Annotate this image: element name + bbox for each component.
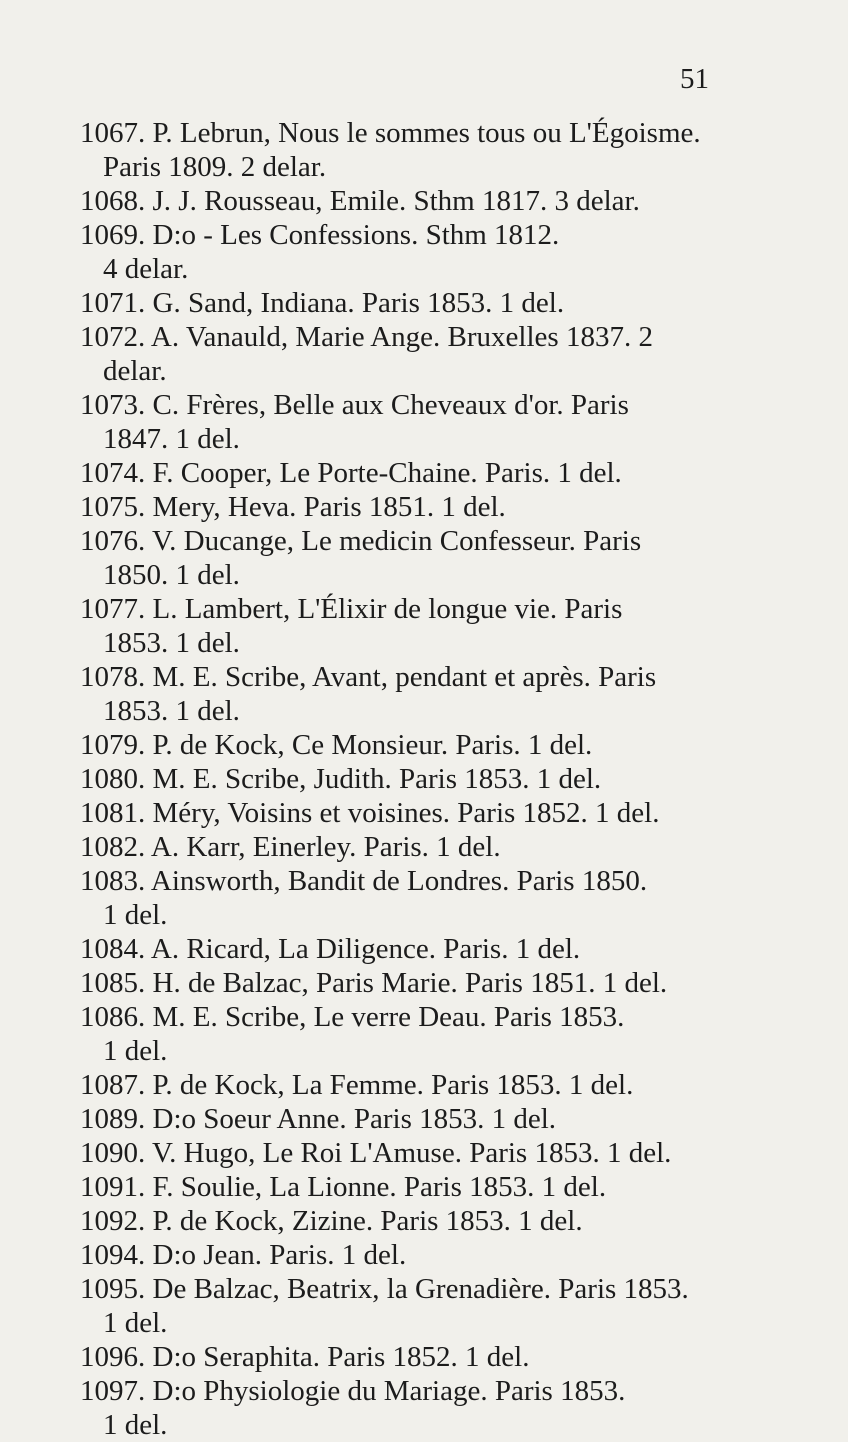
catalog-entry bbox=[80, 116, 750, 184]
entry-line: 1082. A. Karr, Einerley. Paris. 1 del. bbox=[80, 831, 501, 863]
entry-line: 1094. D:o Jean. Paris. 1 del. bbox=[80, 1239, 407, 1271]
entry-continuation: 1 del. bbox=[103, 1035, 168, 1067]
catalog-entry bbox=[80, 1068, 750, 1102]
catalog-entry bbox=[80, 524, 750, 592]
entry-line: 1075. Mery, Heva. Paris 1851. 1 del. bbox=[80, 491, 506, 523]
entry-line: 1073. C. Frères, Belle aux Cheveaux d'or. Paris bbox=[80, 389, 629, 421]
catalog-entry bbox=[80, 830, 750, 864]
entry-continuation: 1 del. bbox=[103, 1307, 168, 1339]
entry-continuation: 1853. 1 del. bbox=[103, 695, 240, 727]
entry-line: 1084. A. Ricard, La Diligence. Paris. 1 del. bbox=[80, 933, 581, 965]
catalog-entry bbox=[80, 728, 750, 762]
entry-line: 1095. De Balzac, Beatrix, la Grenadière. Paris 1853. bbox=[80, 1273, 689, 1305]
entry-line: 1081. Méry, Voisins et voisines. Paris 1852. 1 del. bbox=[80, 797, 660, 829]
entry-continuation: 1 del. bbox=[103, 899, 168, 931]
catalog-entry bbox=[80, 1000, 750, 1068]
entry-line: 1071. G. Sand, Indiana. Paris 1853. 1 del. bbox=[80, 287, 565, 319]
catalog-entry bbox=[80, 1272, 750, 1340]
catalog-entry bbox=[80, 1136, 750, 1170]
entry-line: 1068. J. J. Rousseau, Emile. Sthm 1817. 3 delar. bbox=[80, 185, 640, 217]
catalog-entry bbox=[80, 1102, 750, 1136]
entry-line: 1096. D:o Seraphita. Paris 1852. 1 del. bbox=[80, 1341, 530, 1373]
entry-line: 1072. A. Vanauld, Marie Ange. Bruxelles 1837. 2 bbox=[80, 321, 653, 353]
page-number: 51 bbox=[680, 63, 709, 95]
entry-line: 1083. Ainsworth, Bandit de Londres. Paris 1850. bbox=[80, 865, 648, 897]
entry-line: 1067. P. Lebrun, Nous le sommes tous ou L'Égoisme. bbox=[80, 117, 701, 149]
entry-continuation: 1847. 1 del. bbox=[103, 423, 240, 455]
catalog-entry bbox=[80, 184, 750, 218]
catalog-entry bbox=[80, 490, 750, 524]
entry-continuation: 4 delar. bbox=[103, 253, 189, 285]
entry-line: 1086. M. E. Scribe, Le verre Deau. Paris 1853. bbox=[80, 1001, 625, 1033]
catalog-entry bbox=[80, 932, 750, 966]
catalog-entry bbox=[80, 286, 750, 320]
entry-line: 1077. L. Lambert, L'Élixir de longue vie. Paris bbox=[80, 593, 623, 625]
catalog-entry bbox=[80, 1204, 750, 1238]
catalog-entry bbox=[80, 1238, 750, 1272]
entry-line: 1076. V. Ducange, Le medicin Confesseur. Paris bbox=[80, 525, 642, 557]
catalog-entry bbox=[80, 592, 750, 660]
catalog-entry bbox=[80, 796, 750, 830]
catalog-entry bbox=[80, 1170, 750, 1204]
entry-line: 1069. D:o - Les Confessions. Sthm 1812. bbox=[80, 219, 560, 251]
catalog-entry bbox=[80, 864, 750, 932]
entry-continuation: delar. bbox=[103, 355, 167, 387]
entry-continuation: Paris 1809. 2 delar. bbox=[103, 151, 327, 183]
entry-line: 1078. M. E. Scribe, Avant, pendant et après. Paris bbox=[80, 661, 657, 693]
catalog-entries bbox=[80, 116, 750, 1442]
entry-line: 1079. P. de Kock, Ce Monsieur. Paris. 1 del. bbox=[80, 729, 593, 761]
entry-line: 1089. D:o Soeur Anne. Paris 1853. 1 del. bbox=[80, 1103, 557, 1135]
catalog-entry bbox=[80, 1374, 750, 1442]
entry-line: 1074. F. Cooper, Le Porte-Chaine. Paris. 1 del. bbox=[80, 457, 622, 489]
entry-line: 1080. M. E. Scribe, Judith. Paris 1853. 1 del. bbox=[80, 763, 602, 795]
entry-line: 1087. P. de Kock, La Femme. Paris 1853. 1 del. bbox=[80, 1069, 634, 1101]
catalog-entry bbox=[80, 456, 750, 490]
entry-line: 1097. D:o Physiologie du Mariage. Paris 1853. bbox=[80, 1375, 626, 1407]
entry-line: 1092. P. de Kock, Zizine. Paris 1853. 1 del. bbox=[80, 1205, 583, 1237]
catalog-entry bbox=[80, 1340, 750, 1374]
entry-line: 1085. H. de Balzac, Paris Marie. Paris 1851. 1 del. bbox=[80, 967, 668, 999]
catalog-entry bbox=[80, 218, 750, 286]
entry-line: 1090. V. Hugo, Le Roi L'Amuse. Paris 1853. 1 del. bbox=[80, 1137, 672, 1169]
entry-continuation: 1850. 1 del. bbox=[103, 559, 240, 591]
catalog-entry bbox=[80, 966, 750, 1000]
catalog-entry bbox=[80, 388, 750, 456]
entry-continuation: 1853. 1 del. bbox=[103, 627, 240, 659]
catalog-entry bbox=[80, 320, 750, 388]
catalog-entry bbox=[80, 660, 750, 728]
entry-continuation: 1 del. bbox=[103, 1409, 168, 1441]
entry-line: 1091. F. Soulie, La Lionne. Paris 1853. 1 del. bbox=[80, 1171, 607, 1203]
catalog-entry bbox=[80, 762, 750, 796]
